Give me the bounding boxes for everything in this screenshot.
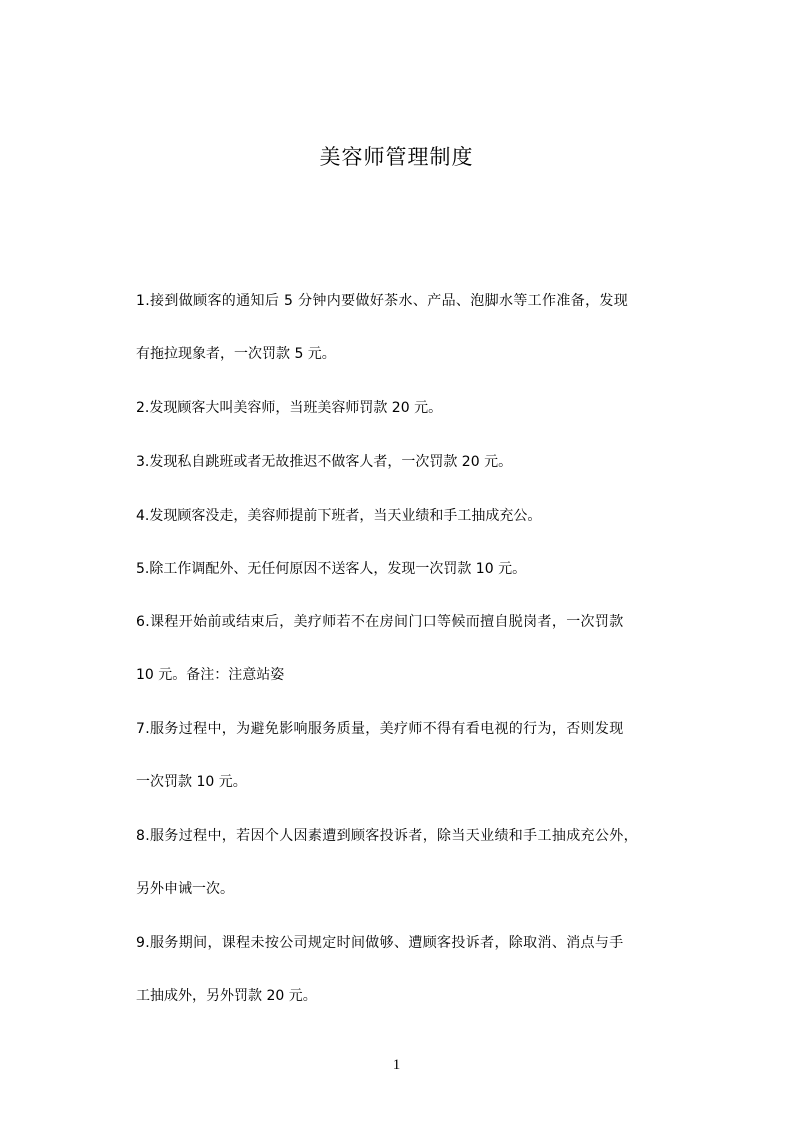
rule-7-line-2: 一次罚款 10 元。 — [136, 774, 247, 790]
rule-7-line-1: 7.服务过程中，为避免影响服务质量，美疗师不得有看电视的行为，否则发现 — [136, 721, 624, 737]
rule-9-line-1: 9.服务期间，课程未按公司规定时间做够、遭顾客投诉者，除取消、消点与手 — [136, 935, 624, 951]
rule-3-line-1: 3.发现私自跳班或者无故推迟不做客人者，一次罚款 20 元。 — [136, 454, 513, 470]
rule-9-line-2: 工抽成外，另外罚款 20 元。 — [136, 988, 317, 1004]
rule-8-line-2: 另外申诫一次。 — [136, 881, 234, 897]
rule-1-line-1: 1.接到做顾客的通知后 5 分钟内要做好茶水、产品、泡脚水等工作准备，发现 — [136, 293, 629, 309]
rule-6-line-1: 6.课程开始前或结束后，美疗师若不在房间门口等候而擅自脱岗者，一次罚款 — [136, 614, 624, 630]
page-title: 美容师管理制度 — [319, 145, 474, 169]
rule-8-line-1: 8.服务过程中，若因个人因素遭到顾客投诉者，除当天业绩和手工抽成充公外， — [136, 828, 638, 844]
rule-4-line-1: 4.发现顾客没走，美容师提前下班者，当天业绩和手工抽成充公。 — [136, 508, 542, 524]
rule-6-line-2: 10 元。备注：注意站姿 — [136, 667, 285, 683]
rule-2-line-1: 2.发现顾客大叫美容师，当班美容师罚款 20 元。 — [136, 400, 443, 416]
rule-5-line-1: 5.除工作调配外、无任何原因不送客人，发现一次罚款 10 元。 — [136, 561, 527, 577]
page-number: 1 — [392, 1057, 401, 1073]
rule-1-line-2: 有拖拉现象者，一次罚款 5 元。 — [136, 346, 336, 362]
